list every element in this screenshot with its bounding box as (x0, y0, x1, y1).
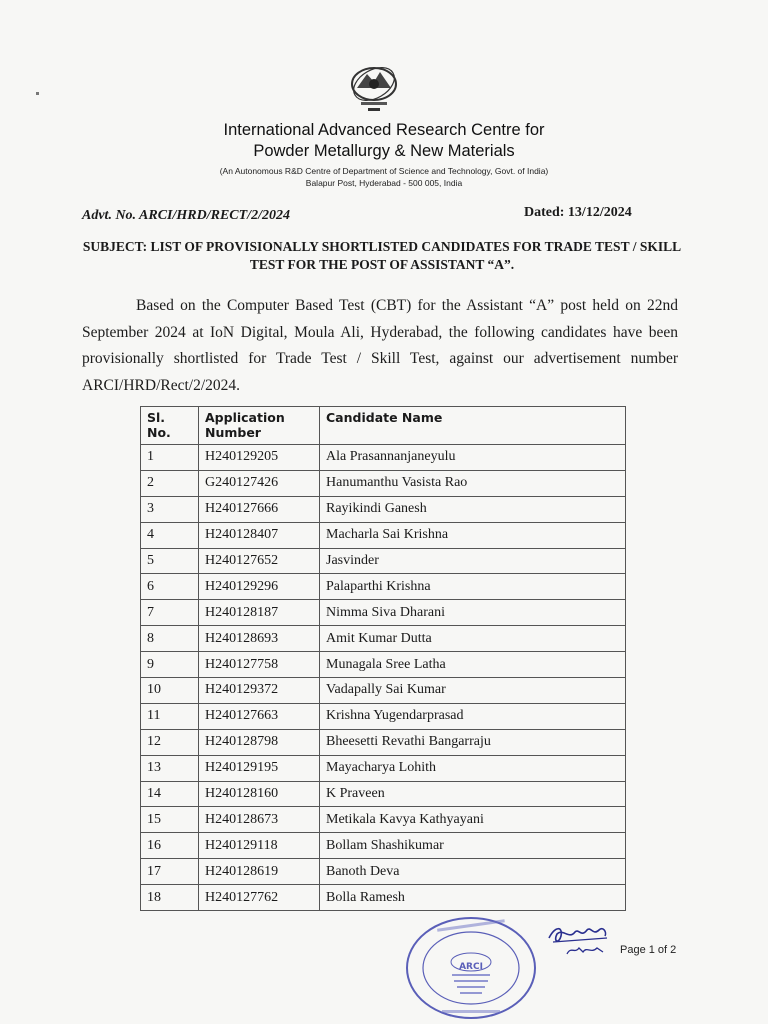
cell-sl-no: 7 (141, 600, 199, 626)
cell-candidate-name: Nimma Siva Dharani (320, 600, 626, 626)
cell-application-number: H240127762 (199, 885, 320, 911)
cell-application-number: H240127652 (199, 548, 320, 574)
table-row (141, 445, 626, 471)
cell-application-number: H240129205 (199, 445, 320, 471)
table-row (141, 652, 626, 678)
header-candidate-name: Candidate Name (320, 407, 626, 445)
cell-application-number: H240127758 (199, 652, 320, 678)
seal-center-text: ARCI (459, 962, 483, 972)
cell-sl-no: 18 (141, 885, 199, 911)
cell-application-number: H240129296 (199, 574, 320, 600)
table-row (141, 470, 626, 496)
cell-candidate-name: Mayacharya Lohith (320, 755, 626, 781)
cell-candidate-name: Hanumanthu Vasista Rao (320, 470, 626, 496)
cell-candidate-name: Munagala Sree Latha (320, 652, 626, 678)
shortlist-table (140, 406, 626, 911)
table-row (141, 885, 626, 911)
org-name-line2: Powder Metallurgy & New Materials (253, 142, 515, 160)
table-row (141, 574, 626, 600)
cell-application-number: H240129372 (199, 678, 320, 704)
cell-candidate-name: Banoth Deva (320, 859, 626, 885)
org-name-line1: International Advanced Research Centre for (223, 121, 545, 139)
cell-candidate-name: Ala Prasannanjaneyulu (320, 445, 626, 471)
cell-application-number: H240128619 (199, 859, 320, 885)
table-row (141, 833, 626, 859)
cell-application-number: H240128187 (199, 600, 320, 626)
cell-sl-no: 4 (141, 522, 199, 548)
table-row (141, 781, 626, 807)
cell-sl-no: 11 (141, 703, 199, 729)
cell-candidate-name: Palaparthi Krishna (320, 574, 626, 600)
cell-candidate-name: Vadapally Sai Kumar (320, 678, 626, 704)
table-row (141, 703, 626, 729)
cell-candidate-name: Krishna Yugendarprasad (320, 703, 626, 729)
table-row (141, 626, 626, 652)
table-row (141, 807, 626, 833)
cell-sl-no: 16 (141, 833, 199, 859)
table-row (141, 496, 626, 522)
cell-sl-no: 14 (141, 781, 199, 807)
cell-application-number: H240129118 (199, 833, 320, 859)
cell-application-number: H240128407 (199, 522, 320, 548)
cell-candidate-name: Bollam Shashikumar (320, 833, 626, 859)
cell-candidate-name: Macharla Sai Krishna (320, 522, 626, 548)
org-affiliation: (An Autonomous R&D Centre of Department of Science and Technology, Govt. of India) (219, 166, 549, 176)
cell-candidate-name: Rayikindi Ganesh (320, 496, 626, 522)
cell-application-number: H240127663 (199, 703, 320, 729)
date-line: Dated: 13/12/2024 (524, 205, 632, 220)
table-row (141, 522, 626, 548)
header-sl-no: Sl. No. (141, 407, 199, 445)
table-row (141, 729, 626, 755)
cell-sl-no: 15 (141, 807, 199, 833)
arci-logo-icon (343, 60, 405, 118)
subject-line: SUBJECT: LIST OF PROVISIONALLY SHORTLISTED CANDIDATES FOR TRADE TEST / SKILL TEST FOR THE POST OF ASSISTANT “A”. (82, 239, 682, 272)
cell-candidate-name: Metikala Kavya Kathyayani (320, 807, 626, 833)
cell-application-number: H240128673 (199, 807, 320, 833)
scan-speck (36, 92, 39, 95)
cell-application-number: H240128693 (199, 626, 320, 652)
advertisement-number: Advt. No. ARCI/HRD/RECT/2/2024 (82, 208, 290, 223)
cell-candidate-name: Bolla Ramesh (320, 885, 626, 911)
table-row (141, 755, 626, 781)
table-row (141, 600, 626, 626)
table-row (141, 678, 626, 704)
cell-application-number: H240128798 (199, 729, 320, 755)
cell-application-number: H240128160 (199, 781, 320, 807)
cell-candidate-name: Jasvinder (320, 548, 626, 574)
cell-sl-no: 5 (141, 548, 199, 574)
page-number: Page 1 of 2 (620, 944, 677, 956)
cell-application-number: H240127666 (199, 496, 320, 522)
cell-sl-no: 9 (141, 652, 199, 678)
body-paragraph: Based on the Computer Based Test (CBT) for the Assistant “A” post held on 22nd September 2024 at IoN Digital, Moula Ali, Hyderabad, the following candidates have been provisionally shortlisted for Trade Test / Skill Test, against our advertisement number ARCI/HRD/Rect/2/2024. (82, 297, 678, 394)
cell-sl-no: 12 (141, 729, 199, 755)
header-application-number: Application Number (199, 407, 320, 445)
table-header-row (141, 407, 626, 445)
org-address: Balapur Post, Hyderabad - 500 005, India (305, 178, 463, 188)
cell-sl-no: 2 (141, 470, 199, 496)
cell-sl-no: 6 (141, 574, 199, 600)
official-seal-stamp (402, 912, 540, 1022)
cell-application-number: H240129195 (199, 755, 320, 781)
cell-candidate-name: Bheesetti Revathi Bangarraju (320, 729, 626, 755)
cell-sl-no: 13 (141, 755, 199, 781)
cell-application-number: G240127426 (199, 470, 320, 496)
table-row (141, 548, 626, 574)
cell-sl-no: 10 (141, 678, 199, 704)
cell-sl-no: 1 (141, 445, 199, 471)
cell-candidate-name: K Praveen (320, 781, 626, 807)
table-row (141, 859, 626, 885)
cell-sl-no: 17 (141, 859, 199, 885)
cell-candidate-name: Amit Kumar Dutta (320, 626, 626, 652)
cell-sl-no: 8 (141, 626, 199, 652)
cell-sl-no: 3 (141, 496, 199, 522)
